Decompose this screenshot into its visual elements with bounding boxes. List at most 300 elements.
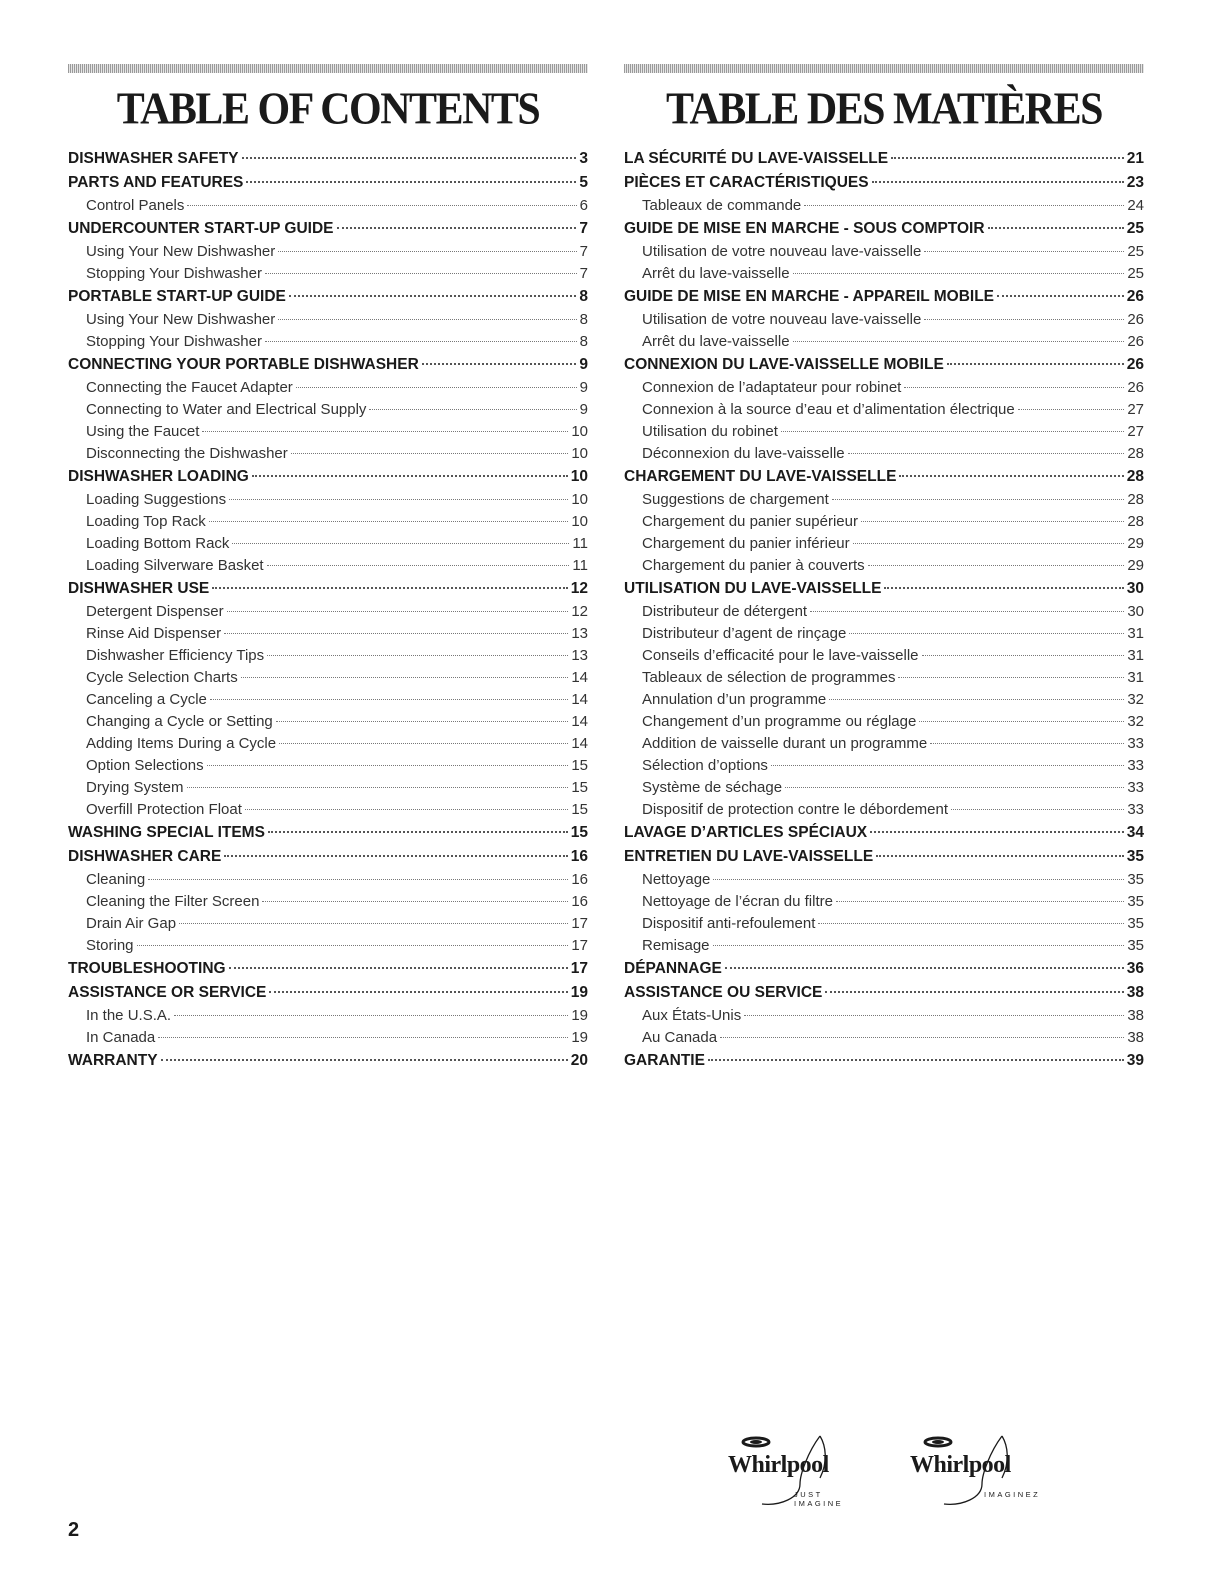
toc-section-entry xyxy=(624,1049,1144,1073)
toc-page-number: 31 xyxy=(1127,669,1144,686)
toc-page-number: 19 xyxy=(571,1007,588,1024)
toc-leader-dots xyxy=(224,855,567,857)
toc-leader-dots xyxy=(793,273,1125,274)
toc-subsection-entry xyxy=(68,623,588,645)
toc-entry-title: PARTS AND FEATURES xyxy=(68,174,244,191)
toc-page-number: 25 xyxy=(1127,265,1144,282)
toc-leader-dots xyxy=(725,967,1124,969)
toc-page-number: 27 xyxy=(1127,401,1144,418)
toc-subsection-entry xyxy=(624,601,1144,623)
toc-leader-dots xyxy=(422,363,577,365)
toc-subsection-entry xyxy=(624,799,1144,821)
toc-section-entry xyxy=(624,845,1144,869)
toc-subsection-entry xyxy=(68,935,588,957)
toc-subsection-entry xyxy=(624,309,1144,331)
toc-entry-title: Cleaning xyxy=(86,871,146,888)
toc-entry-title: Dishwasher Efficiency Tips xyxy=(86,647,265,664)
toc-entry-title: In the U.S.A. xyxy=(86,1007,172,1024)
page-number: 2 xyxy=(68,1519,80,1541)
toc-leader-dots xyxy=(224,633,568,634)
toc-entry-title: Control Panels xyxy=(86,197,185,214)
toc-leader-dots xyxy=(771,765,1124,766)
toc-page-number: 8 xyxy=(579,288,588,305)
toc-page-number: 39 xyxy=(1126,1052,1144,1069)
toc-page-number: 16 xyxy=(571,893,588,910)
toc-page-number: 35 xyxy=(1127,937,1144,954)
toc-subsection-entry xyxy=(68,913,588,935)
toc-page-number: 12 xyxy=(570,580,588,597)
toc-entry-title: Drying System xyxy=(86,779,184,796)
toc-page-number: 14 xyxy=(571,669,588,686)
toc-entry-title: Annulation d’un programme xyxy=(642,691,827,708)
toc-entry-title: Changement d’un programme ou réglage xyxy=(642,713,917,730)
toc-subsection-entry xyxy=(624,1027,1144,1049)
toc-section-entry xyxy=(68,217,588,241)
toc-entry-title: PORTABLE START-UP GUIDE xyxy=(68,288,286,305)
toc-subsection-entry xyxy=(624,869,1144,891)
toc-entry-title: Changing a Cycle or Setting xyxy=(86,713,273,730)
toc-leader-dots xyxy=(744,1015,1124,1016)
toc-subsection-entry xyxy=(68,1005,588,1027)
toc-leader-dots xyxy=(209,521,569,522)
toc-leader-dots xyxy=(924,251,1124,252)
toc-leader-dots xyxy=(870,831,1124,833)
toc-subsection-entry xyxy=(624,489,1144,511)
toc-page-number: 30 xyxy=(1127,603,1144,620)
toc-leader-dots xyxy=(202,431,568,432)
toc-leader-dots xyxy=(161,1059,568,1061)
toc-section-entry xyxy=(68,845,588,869)
toc-entry-title: PIÈCES ET CARACTÉRISTIQUES xyxy=(624,174,869,191)
toc-entry-title: Nettoyage xyxy=(642,871,711,888)
toc-page-number: 10 xyxy=(571,491,588,508)
toc-page-number: 12 xyxy=(571,603,588,620)
toc-subsection-entry xyxy=(68,263,588,285)
toc-page-number: 31 xyxy=(1127,625,1144,642)
toc-leader-dots xyxy=(720,1037,1124,1038)
toc-list-fr xyxy=(624,147,1144,1073)
toc-page-number: 10 xyxy=(571,513,588,530)
logo-tagline: IMAGINEZ xyxy=(984,1490,1041,1499)
toc-entry-title: In Canada xyxy=(86,1029,156,1046)
toc-page-number: 10 xyxy=(571,445,588,462)
french-column xyxy=(624,64,1144,1073)
toc-page-number: 9 xyxy=(579,356,588,373)
toc-entry-title: Sélection d’options xyxy=(642,757,768,774)
toc-section-entry xyxy=(624,821,1144,845)
toc-subsection-entry xyxy=(624,755,1144,777)
toc-leader-dots xyxy=(793,341,1125,342)
toc-section-entry xyxy=(624,285,1144,309)
toc-leader-dots xyxy=(836,901,1124,902)
toc-leader-dots xyxy=(229,499,568,500)
toc-leader-dots xyxy=(884,587,1123,589)
toc-entry-title: TROUBLESHOOTING xyxy=(68,960,226,977)
toc-section-entry xyxy=(68,353,588,377)
toc-leader-dots xyxy=(899,475,1123,477)
toc-subsection-entry xyxy=(68,601,588,623)
toc-page-number: 36 xyxy=(1126,960,1144,977)
toc-list-en xyxy=(68,147,588,1073)
toc-entry-title: ENTRETIEN DU LAVE-VAISSELLE xyxy=(624,848,874,865)
toc-entry-title: Cycle Selection Charts xyxy=(86,669,238,686)
toc-entry-title: Au Canada xyxy=(642,1029,718,1046)
toc-leader-dots xyxy=(868,565,1125,566)
toc-page-number: 10 xyxy=(571,423,588,440)
toc-page-number: 26 xyxy=(1126,288,1144,305)
toc-leader-dots xyxy=(296,387,577,388)
toc-subsection-entry xyxy=(624,511,1144,533)
toc-page-number: 33 xyxy=(1127,735,1144,752)
toc-leader-dots xyxy=(265,341,577,342)
toc-leader-dots xyxy=(262,901,568,902)
toc-leader-dots xyxy=(922,655,1125,656)
toc-page-number: 28 xyxy=(1127,513,1144,530)
toc-leader-dots xyxy=(289,295,577,297)
toc-section-entry xyxy=(68,577,588,601)
toc-subsection-entry xyxy=(624,399,1144,421)
toc-leader-dots xyxy=(825,991,1123,993)
toc-leader-dots xyxy=(291,453,569,454)
toc-subsection-entry xyxy=(68,511,588,533)
toc-subsection-entry xyxy=(624,555,1144,577)
toc-page-number: 35 xyxy=(1126,848,1144,865)
toc-entry-title: Distributeur d’agent de rinçage xyxy=(642,625,847,642)
toc-leader-dots xyxy=(179,923,568,924)
toc-page-number: 13 xyxy=(571,647,588,664)
toc-entry-title: CONNEXION DU LAVE-VAISSELLE MOBILE xyxy=(624,356,944,373)
toc-page-number: 7 xyxy=(579,243,588,260)
toc-page-number: 14 xyxy=(571,691,588,708)
logo-tagline: JUST IMAGINE xyxy=(794,1490,844,1508)
toc-page-number: 20 xyxy=(570,1052,588,1069)
toc-subsection-entry xyxy=(624,1005,1144,1027)
toc-entry-title: Loading Suggestions xyxy=(86,491,227,508)
toc-leader-dots xyxy=(829,699,1124,700)
toc-subsection-entry xyxy=(68,755,588,777)
toc-page-number: 35 xyxy=(1127,893,1144,910)
toc-leader-dots xyxy=(861,521,1124,522)
toc-page-number: 32 xyxy=(1127,691,1144,708)
toc-page-number: 35 xyxy=(1127,915,1144,932)
toc-section-entry xyxy=(624,577,1144,601)
toc-entry-title: UNDERCOUNTER START-UP GUIDE xyxy=(68,220,334,237)
toc-leader-dots xyxy=(872,181,1124,183)
toc-entry-title: Overfill Protection Float xyxy=(86,801,242,818)
toc-leader-dots xyxy=(158,1037,568,1038)
toc-leader-dots xyxy=(268,831,568,833)
toc-leader-dots xyxy=(785,787,1124,788)
toc-entry-title: Disconnecting the Dishwasher xyxy=(86,445,288,462)
toc-subsection-entry xyxy=(68,777,588,799)
toc-leader-dots xyxy=(210,699,568,700)
toc-leader-dots xyxy=(265,273,577,274)
toc-page-number: 3 xyxy=(579,150,588,167)
toc-leader-dots xyxy=(246,181,576,183)
toc-entry-title: Suggestions de chargement xyxy=(642,491,829,508)
toc-entry-title: Tableaux de sélection de programmes xyxy=(642,669,896,686)
toc-page-number: 11 xyxy=(572,535,588,552)
toc-entry-title: Drain Air Gap xyxy=(86,915,177,932)
toc-page-number: 19 xyxy=(570,984,588,1001)
toc-leader-dots xyxy=(227,611,569,612)
toc-page-number: 29 xyxy=(1127,535,1144,552)
toc-leader-dots xyxy=(708,1059,1124,1061)
toc-leader-dots xyxy=(229,967,568,969)
toc-entry-title: Utilisation de votre nouveau lave-vaisselle xyxy=(642,243,922,260)
toc-entry-title: Connexion à la source d’eau et d’alimentation électrique xyxy=(642,401,1015,418)
toc-subsection-entry xyxy=(68,869,588,891)
toc-leader-dots xyxy=(187,205,576,206)
toc-leader-dots xyxy=(245,809,568,810)
toc-page-number: 29 xyxy=(1127,557,1144,574)
toc-page-number: 15 xyxy=(571,801,588,818)
toc-subsection-entry xyxy=(68,645,588,667)
toc-entry-title: Detergent Dispenser xyxy=(86,603,224,620)
toc-leader-dots xyxy=(891,157,1124,159)
toc-leader-dots xyxy=(781,431,1124,432)
toc-subsection-entry xyxy=(624,533,1144,555)
toc-entry-title: ASSISTANCE OR SERVICE xyxy=(68,984,267,1001)
toc-entry-title: Système de séchage xyxy=(642,779,783,796)
toc-leader-dots xyxy=(187,787,569,788)
toc-subsection-entry xyxy=(68,711,588,733)
toc-subsection-entry xyxy=(68,399,588,421)
toc-entry-title: Aux États-Unis xyxy=(642,1007,742,1024)
toc-subsection-entry xyxy=(68,195,588,217)
header-rule xyxy=(68,64,588,73)
toc-page-number: 14 xyxy=(571,735,588,752)
toc-entry-title: WASHING SPECIAL ITEMS xyxy=(68,824,265,841)
toc-page-number: 15 xyxy=(571,757,588,774)
toc-subsection-entry xyxy=(68,489,588,511)
toc-entry-title: Using Your New Dishwasher xyxy=(86,243,276,260)
toc-leader-dots xyxy=(337,227,577,229)
logo-wordmark: Whirlpool xyxy=(910,1452,1011,1478)
toc-subsection-entry xyxy=(624,667,1144,689)
toc-page-number: 14 xyxy=(571,713,588,730)
toc-leader-dots xyxy=(252,475,568,477)
toc-page-number: 17 xyxy=(570,960,588,977)
toc-entry-title: Adding Items During a Cycle xyxy=(86,735,277,752)
toc-subsection-entry xyxy=(624,891,1144,913)
toc-subsection-entry xyxy=(624,689,1144,711)
toc-subsection-entry xyxy=(68,443,588,465)
toc-entry-title: DISHWASHER CARE xyxy=(68,848,222,865)
toc-entry-title: Arrêt du lave-vaisselle xyxy=(642,265,790,282)
toc-subsection-entry xyxy=(624,263,1144,285)
toc-subsection-entry xyxy=(68,331,588,353)
toc-entry-title: WARRANTY xyxy=(68,1052,158,1069)
toc-entry-title: ASSISTANCE OU SERVICE xyxy=(624,984,823,1001)
toc-subsection-entry xyxy=(624,935,1144,957)
toc-entry-title: LAVAGE D’ARTICLES SPÉCIAUX xyxy=(624,824,868,841)
toc-section-entry xyxy=(624,147,1144,171)
toc-subsection-entry xyxy=(624,733,1144,755)
toc-page-number: 17 xyxy=(571,937,588,954)
toc-entry-title: DÉPANNAGE xyxy=(624,960,722,977)
toc-entry-title: Stopping Your Dishwasher xyxy=(86,265,262,282)
toc-page-number: 25 xyxy=(1126,220,1144,237)
toc-page-number: 8 xyxy=(579,311,588,328)
toc-page-number: 32 xyxy=(1127,713,1144,730)
toc-section-entry xyxy=(68,957,588,981)
toc-subsection-entry xyxy=(68,667,588,689)
toc-entry-title: GUIDE DE MISE EN MARCHE - SOUS COMPTOIR xyxy=(624,220,985,237)
toc-page-number: 38 xyxy=(1127,1029,1144,1046)
toc-entry-title: Dispositif de protection contre le débordement xyxy=(642,801,949,818)
toc-leader-dots xyxy=(212,587,568,589)
toc-page-number: 26 xyxy=(1126,356,1144,373)
toc-leader-dots xyxy=(924,319,1124,320)
toc-entry-title: LA SÉCURITÉ DU LAVE-VAISSELLE xyxy=(624,150,889,167)
toc-leader-dots xyxy=(947,363,1124,365)
toc-page-number: 16 xyxy=(571,871,588,888)
toc-page-number: 24 xyxy=(1127,197,1144,214)
toc-entry-title: Using the Faucet xyxy=(86,423,200,440)
toc-subsection-entry xyxy=(624,241,1144,263)
toc-page-number: 6 xyxy=(579,197,588,214)
toc-page-number: 33 xyxy=(1127,801,1144,818)
toc-leader-dots xyxy=(930,743,1124,744)
toc-subsection-entry xyxy=(68,1027,588,1049)
toc-entry-title: Option Selections xyxy=(86,757,204,774)
toc-entry-title: Loading Silverware Basket xyxy=(86,557,264,574)
toc-leader-dots xyxy=(898,677,1124,678)
english-column xyxy=(68,64,588,1073)
toc-page-number: 23 xyxy=(1126,174,1144,191)
toc-leader-dots xyxy=(137,945,569,946)
toc-leader-dots xyxy=(951,809,1124,810)
toc-subsection-entry xyxy=(624,913,1144,935)
toc-entry-title: Using Your New Dishwasher xyxy=(86,311,276,328)
toc-entry-title: Utilisation du robinet xyxy=(642,423,778,440)
toc-leader-dots xyxy=(279,743,568,744)
toc-entry-title: Déconnexion du lave-vaisselle xyxy=(642,445,845,462)
toc-leader-dots xyxy=(369,409,576,410)
toc-page-number: 25 xyxy=(1127,243,1144,260)
toc-leader-dots xyxy=(713,945,1125,946)
toc-subsection-entry xyxy=(624,711,1144,733)
toc-page-number: 17 xyxy=(571,915,588,932)
page-title-fr: TABLE DES MATIÈRES xyxy=(666,84,1102,135)
toc-section-entry xyxy=(68,465,588,489)
toc-entry-title: DISHWASHER USE xyxy=(68,580,210,597)
toc-subsection-entry xyxy=(68,555,588,577)
toc-page-number: 30 xyxy=(1126,580,1144,597)
toc-page-number: 26 xyxy=(1127,311,1144,328)
toc-page-number: 19 xyxy=(571,1029,588,1046)
toc-entry-title: UTILISATION DU LAVE-VAISSELLE xyxy=(624,580,882,597)
toc-leader-dots xyxy=(242,157,577,159)
toc-entry-title: Conseils d’efficacité pour le lave-vaisselle xyxy=(642,647,919,664)
toc-leader-dots xyxy=(804,205,1124,206)
toc-leader-dots xyxy=(997,295,1124,297)
toc-page-number: 9 xyxy=(579,401,588,418)
toc-subsection-entry xyxy=(68,533,588,555)
toc-leader-dots xyxy=(278,319,576,320)
toc-entry-title: Storing xyxy=(86,937,134,954)
toc-subsection-entry xyxy=(68,421,588,443)
toc-subsection-entry xyxy=(624,443,1144,465)
toc-page-number: 33 xyxy=(1127,779,1144,796)
toc-page-number: 33 xyxy=(1127,757,1144,774)
toc-entry-title: DISHWASHER SAFETY xyxy=(68,150,239,167)
toc-page-number: 10 xyxy=(570,468,588,485)
toc-entry-title: DISHWASHER LOADING xyxy=(68,468,249,485)
toc-subsection-entry xyxy=(68,309,588,331)
toc-entry-title: Connecting to Water and Electrical Supply xyxy=(86,401,367,418)
toc-page-number: 7 xyxy=(579,220,588,237)
toc-subsection-entry xyxy=(624,377,1144,399)
toc-leader-dots xyxy=(876,855,1124,857)
toc-entry-title: GUIDE DE MISE EN MARCHE - APPAREIL MOBILE xyxy=(624,288,995,305)
toc-section-entry xyxy=(624,217,1144,241)
toc-subsection-entry xyxy=(624,331,1144,353)
toc-subsection-entry xyxy=(68,241,588,263)
toc-entry-title: Cleaning the Filter Screen xyxy=(86,893,260,910)
toc-leader-dots xyxy=(848,453,1125,454)
toc-leader-dots xyxy=(988,227,1124,229)
toc-page-number: 15 xyxy=(571,779,588,796)
toc-section-entry xyxy=(624,957,1144,981)
toc-section-entry xyxy=(624,171,1144,195)
toc-entry-title: Chargement du panier inférieur xyxy=(642,535,850,552)
toc-leader-dots xyxy=(148,879,568,880)
toc-leader-dots xyxy=(1018,409,1125,410)
toc-section-entry xyxy=(68,285,588,309)
toc-subsection-entry xyxy=(68,799,588,821)
toc-subsection-entry xyxy=(68,891,588,913)
toc-leader-dots xyxy=(832,499,1125,500)
toc-subsection-entry xyxy=(624,623,1144,645)
toc-subsection-entry xyxy=(624,195,1144,217)
toc-entry-title: Addition de vaisselle durant un programme xyxy=(642,735,928,752)
toc-subsection-entry xyxy=(68,733,588,755)
toc-entry-title: CHARGEMENT DU LAVE-VAISSELLE xyxy=(624,468,897,485)
page-title-en: TABLE OF CONTENTS xyxy=(116,84,540,135)
toc-leader-dots xyxy=(904,387,1124,388)
toc-page-number: 5 xyxy=(579,174,588,191)
toc-page-number: 13 xyxy=(571,625,588,642)
toc-page-number: 16 xyxy=(570,848,588,865)
toc-entry-title: Stopping Your Dishwasher xyxy=(86,333,262,350)
toc-entry-title: Utilisation de votre nouveau lave-vaisselle xyxy=(642,311,922,328)
toc-page-number: 28 xyxy=(1127,491,1144,508)
toc-entry-title: CONNECTING YOUR PORTABLE DISHWASHER xyxy=(68,356,419,373)
toc-section-entry xyxy=(624,465,1144,489)
toc-page-number: 38 xyxy=(1127,1007,1144,1024)
toc-entry-title: Distributeur de détergent xyxy=(642,603,808,620)
toc-entry-title: Loading Bottom Rack xyxy=(86,535,230,552)
toc-entry-title: Chargement du panier à couverts xyxy=(642,557,865,574)
toc-page-number: 26 xyxy=(1127,333,1144,350)
toc-page-number: 15 xyxy=(570,824,588,841)
toc-entry-title: Dispositif anti-refoulement xyxy=(642,915,816,932)
toc-leader-dots xyxy=(276,721,569,722)
toc-entry-title: Arrêt du lave-vaisselle xyxy=(642,333,790,350)
toc-leader-dots xyxy=(713,879,1124,880)
toc-leader-dots xyxy=(241,677,569,678)
toc-page-number: 38 xyxy=(1126,984,1144,1001)
toc-entry-title: Rinse Aid Dispenser xyxy=(86,625,222,642)
toc-entry-title: Connexion de l’adaptateur pour robinet xyxy=(642,379,902,396)
toc-page-number: 31 xyxy=(1127,647,1144,664)
toc-section-entry xyxy=(68,981,588,1005)
toc-page-number: 28 xyxy=(1127,445,1144,462)
toc-page-number: 34 xyxy=(1126,824,1144,841)
toc-leader-dots xyxy=(849,633,1124,634)
